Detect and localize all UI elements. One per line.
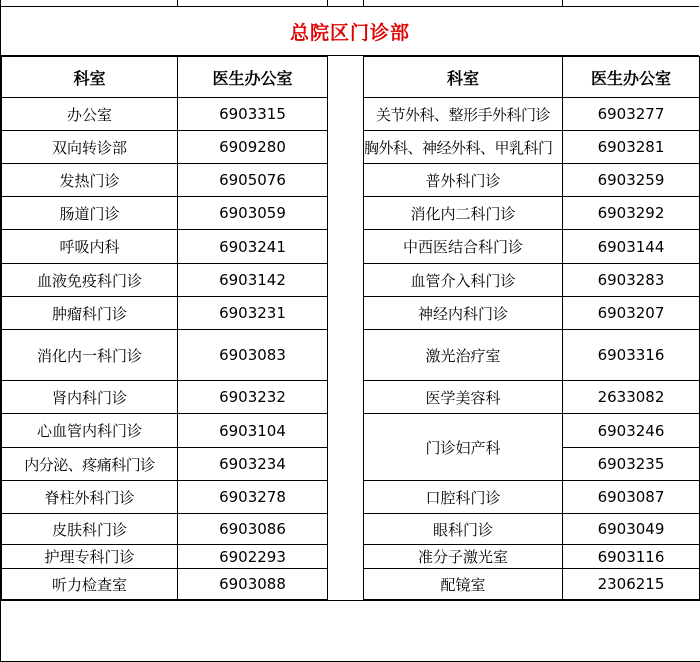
table-row (2, 297, 328, 330)
phone-cell: 6903207 (563, 297, 700, 330)
dept-cell: 眼科门诊 (364, 514, 563, 545)
table-row (2, 197, 328, 230)
table-row (2, 448, 328, 481)
phone-cell: 6903049 (563, 514, 700, 545)
header-phone: 医生办公室 (563, 57, 700, 98)
phone-cell: 6902293 (178, 545, 328, 569)
phone-cell: 6903104 (178, 414, 328, 448)
phone-cell: 2633082 (563, 381, 700, 414)
phone-cell: 6903144 (563, 230, 700, 264)
dept-cell: 内分泌、疼痛科门诊 (2, 448, 178, 481)
phone-cell: 6903283 (563, 264, 700, 297)
dept-cell: 听力检查室 (2, 569, 178, 600)
table-row (364, 230, 700, 264)
phone-cell: 6903235 (563, 448, 700, 481)
dept-cell: 血管介入科门诊 (364, 264, 563, 297)
dept-cell: 心血管内科门诊 (2, 414, 178, 448)
title-row (1, 6, 699, 56)
phone-cell: 6903059 (178, 197, 328, 230)
table-row (2, 545, 328, 569)
phone-cell: 2306215 (563, 569, 700, 600)
table-row (2, 98, 328, 131)
table-row (2, 414, 328, 448)
table-row (2, 264, 328, 297)
table-row (2, 514, 328, 545)
table-row (2, 164, 328, 197)
dept-cell: 消化内一科门诊 (2, 330, 178, 381)
dept-cell: 呼吸内科 (2, 230, 178, 264)
table-row (364, 197, 700, 230)
header-dept: 科室 (2, 57, 178, 98)
table-row (364, 164, 700, 197)
dept-cell: 肿瘤科门诊 (2, 297, 178, 330)
table-row (2, 131, 328, 164)
table-row (2, 569, 328, 600)
table-row (364, 569, 700, 600)
dept-cell: 关节外科、整形手外科门诊 (364, 98, 563, 131)
dept-cell: 护理专科门诊 (2, 545, 178, 569)
page-title: 总院区门诊部 (289, 21, 410, 44)
phone-cell: 6905076 (178, 164, 328, 197)
table-row (2, 481, 328, 514)
dept-cell: 血液免疫科门诊 (2, 264, 178, 297)
phone-cell: 6903278 (178, 481, 328, 514)
phone-cell: 6903088 (178, 569, 328, 600)
table-row (364, 545, 700, 569)
phone-cell: 6903231 (178, 297, 328, 330)
dept-cell: 激光治疗室 (364, 330, 563, 381)
phone-cell: 6903234 (178, 448, 328, 481)
table-row (364, 514, 700, 545)
phone-cell: 6903086 (178, 514, 328, 545)
dept-cell: 门诊妇产科 (364, 414, 563, 481)
phone-cell: 6903142 (178, 264, 328, 297)
dept-cell: 普外科门诊 (364, 164, 563, 197)
table-row (364, 414, 700, 448)
phone-cell: 6903232 (178, 381, 328, 414)
dept-cell: 神经内科门诊 (364, 297, 563, 330)
phone-cell: 6903292 (563, 197, 700, 230)
phone-cell: 6903083 (178, 330, 328, 381)
dept-cell: 肾内科门诊 (2, 381, 178, 414)
dept-cell: 医学美容科 (364, 381, 563, 414)
table-row (364, 297, 700, 330)
phone-cell: 6903241 (178, 230, 328, 264)
table-row (364, 98, 700, 131)
table-row (2, 330, 328, 381)
header-row (2, 57, 328, 98)
phone-cell: 6903315 (178, 98, 328, 131)
phone-cell: 6903259 (563, 164, 700, 197)
header-dept: 科室 (364, 57, 563, 98)
dept-cell: 配镜室 (364, 569, 563, 600)
dept-cell: 皮肤科门诊 (2, 514, 178, 545)
header-row (364, 57, 700, 98)
dept-cell: 办公室 (2, 98, 178, 131)
table-row (2, 230, 328, 264)
table-row (364, 481, 700, 514)
dept-cell: 双向转诊部 (2, 131, 178, 164)
phone-cell: 6903116 (563, 545, 700, 569)
phone-cell: 6903087 (563, 481, 700, 514)
phone-cell: 6909280 (178, 131, 328, 164)
dept-cell: 消化内二科门诊 (364, 197, 563, 230)
header-phone: 医生办公室 (178, 57, 328, 98)
table-row (364, 381, 700, 414)
phone-cell: 6903277 (563, 98, 700, 131)
dept-cell: 肠道门诊 (2, 197, 178, 230)
right-directory-table (363, 56, 700, 600)
phone-cell: 6903316 (563, 330, 700, 381)
table-row (364, 330, 700, 381)
dept-cell: 脊柱外科门诊 (2, 481, 178, 514)
table-row (364, 264, 700, 297)
grid-line (0, 600, 700, 601)
table-row (2, 381, 328, 414)
table-row (364, 131, 700, 164)
dept-cell: 胸外科、神经外科、甲乳科门 (364, 131, 563, 164)
left-directory-table (1, 56, 328, 600)
dept-cell: 准分子激光室 (364, 545, 563, 569)
phone-cell: 6903281 (563, 131, 700, 164)
dept-cell: 中西医结合科门诊 (364, 230, 563, 264)
phone-cell: 6903246 (563, 414, 700, 448)
dept-cell: 发热门诊 (2, 164, 178, 197)
dept-cell: 口腔科门诊 (364, 481, 563, 514)
